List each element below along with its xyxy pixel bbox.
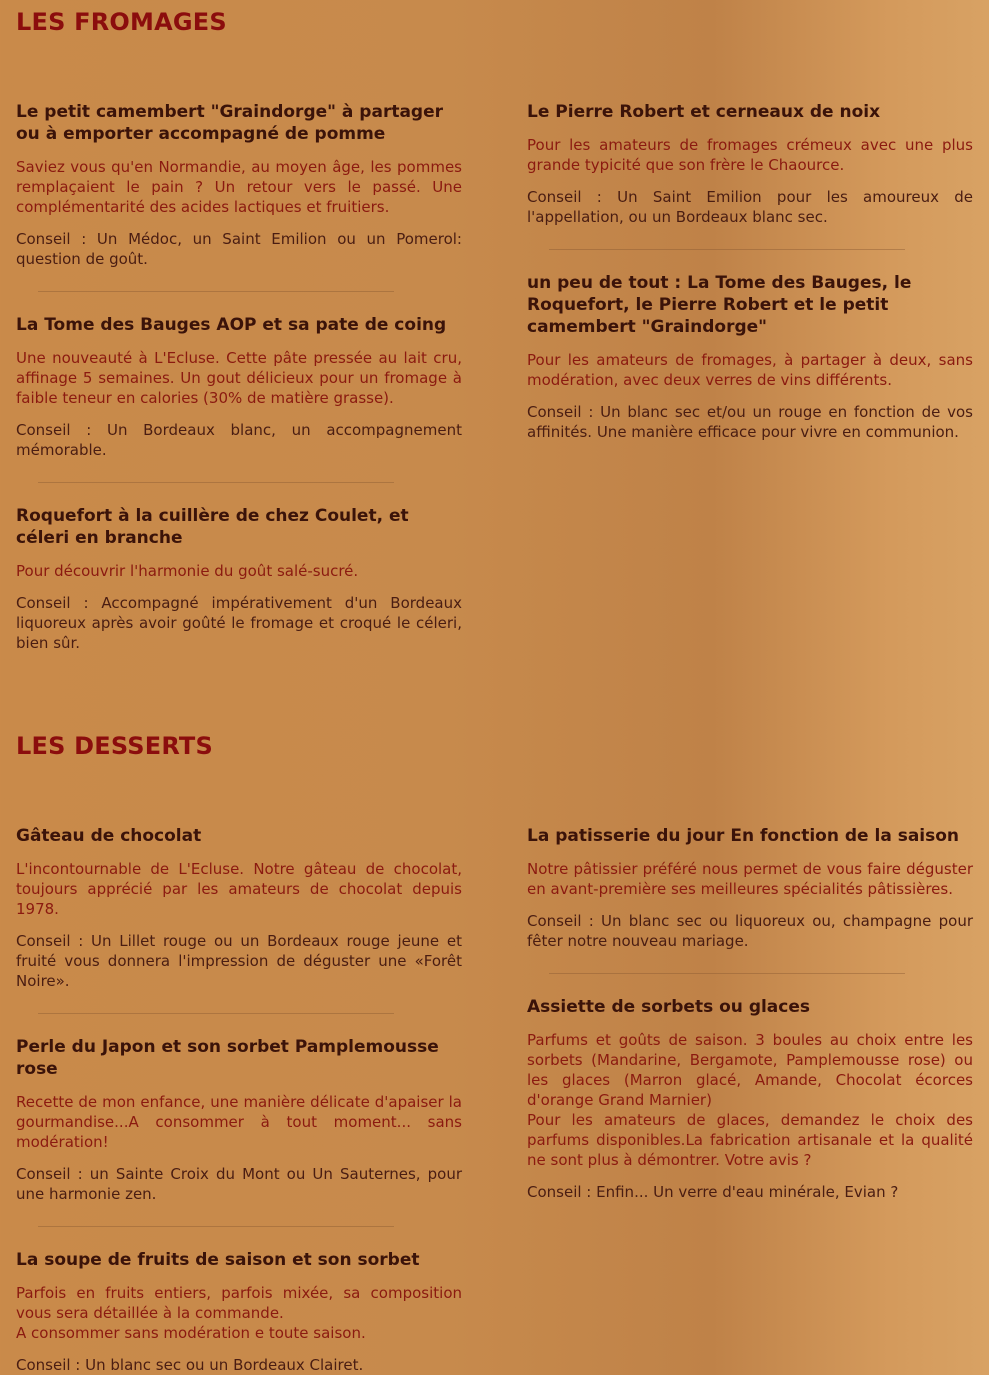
- menu-item: [527, 996, 973, 1202]
- item-conseil: Conseil : Enfin... Un verre d'eau minérale, Evian ?: [527, 1183, 899, 1201]
- item-name: Gâteau de chocolat: [16, 826, 202, 846]
- item-name: Perle du Japon et son sorbet Pamplemousse rose: [16, 1037, 439, 1079]
- item-description: Pour découvrir l'harmonie du goût salé-sucré.: [16, 562, 359, 580]
- item-conseil: Conseil : Un Saint Emilion pour les amoureux de l'appellation, ou un Bordeaux blanc sec.: [527, 188, 973, 226]
- item-conseil: Conseil : Un Lillet rouge ou un Bordeaux rouge jeune et fruité vous donnera l'impression de déguster une «Forêt Noire».: [16, 932, 462, 990]
- divider: [38, 1013, 394, 1014]
- item-name: Assiette de sorbets ou glaces: [527, 997, 811, 1017]
- item-name: La patisserie du jour En fonction de la saison: [527, 826, 960, 846]
- item-conseil: Conseil : Un blanc sec ou liquoreux ou, champagne pour fêter notre nouveau mariage.: [527, 912, 973, 950]
- item-name: un peu de tout : La Tome des Bauges, le Roquefort, le Pierre Robert et le petit camembert "Graindorge": [527, 273, 912, 337]
- section-title-desserts: LES DESSERTS: [16, 732, 213, 760]
- item-conseil: Conseil : Accompagné impérativement d'un Bordeaux liquoreux après avoir goûté le fromage et croqué le céleri, bien sûr.: [16, 594, 462, 652]
- divider: [549, 973, 905, 974]
- item-name: Roquefort à la cuillère de chez Coulet, et céleri en branche: [16, 506, 409, 548]
- divider: [38, 482, 394, 483]
- item-description: Recette de mon enfance, une manière délicate d'apaiser la gourmandise...A consommer à tout moment... sans modération!: [16, 1093, 462, 1151]
- menu-item: [527, 825, 973, 951]
- item-conseil: Conseil : Un Bordeaux blanc, un accompagnement mémorable.: [16, 421, 462, 459]
- menu-item: [16, 1036, 462, 1204]
- item-conseil: Conseil : Un blanc sec et/ou un rouge en fonction de vos affinités. Une manière efficace pour vivre en communion.: [527, 403, 973, 441]
- fromages-right-column: [527, 101, 973, 442]
- section-title-fromages: LES FROMAGES: [16, 8, 227, 36]
- fromages-left-column: [16, 101, 462, 653]
- item-description: Parfums et goûts de saison. 3 boules au choix entre les sorbets (Mandarine, Bergamote, Pamplemousse rose) ou les glaces (Marron glacé, Amande, Chocolat écorces d'orange Grand Marnier) Pour les amateurs de glaces, demandez le choix des parfums disponibles.La fabrication artisanale et la qualité ne sont plus à démontrer. Votre avis ?: [527, 1031, 973, 1169]
- item-description: Saviez vous qu'en Normandie, au moyen âge, les pommes remplaçaient le pain ? Un retour vers le passé. Une complémentarité des acides lactiques et fruitiers.: [16, 158, 462, 216]
- item-description: Pour les amateurs de fromages crémeux avec une plus grande typicité que son frère le Chaource.: [527, 136, 973, 174]
- item-conseil: Conseil : Un Médoc, un Saint Emilion ou un Pomerol: question de goût.: [16, 230, 462, 268]
- item-description: Pour les amateurs de fromages, à partager à deux, sans modération, avec deux verres de vins différents.: [527, 351, 973, 389]
- menu-item: [16, 1249, 462, 1375]
- menu-item: [16, 101, 462, 269]
- item-name: Le petit camembert "Graindorge" à partager ou à emporter accompagné de pomme: [16, 102, 444, 144]
- item-conseil: Conseil : Un blanc sec ou un Bordeaux Clairet.: [16, 1356, 364, 1374]
- item-description: Notre pâtissier préféré nous permet de vous faire déguster en avant-première ses meilleures spécialités pâtissières.: [527, 860, 973, 898]
- item-name: La Tome des Bauges AOP et sa pate de coing: [16, 315, 447, 335]
- item-conseil: Conseil : un Sainte Croix du Mont ou Un Sauternes, pour une harmonie zen.: [16, 1165, 462, 1203]
- menu-item: [16, 505, 462, 653]
- menu-item: [527, 272, 973, 442]
- menu-item: [16, 825, 462, 991]
- divider: [549, 249, 905, 250]
- divider: [38, 291, 394, 292]
- item-description: Une nouveauté à L'Ecluse. Cette pâte pressée au lait cru, affinage 5 semaines. Un gout délicieux pour un fromage à faible teneur en calories (30% de matière grasse).: [16, 349, 462, 407]
- item-name: La soupe de fruits de saison et son sorbet: [16, 1250, 420, 1270]
- menu-item: [527, 101, 973, 227]
- desserts-right-column: [527, 825, 973, 1202]
- menu-item: [16, 314, 462, 460]
- divider: [38, 1226, 394, 1227]
- item-name: Le Pierre Robert et cerneaux de noix: [527, 102, 881, 122]
- item-description: Parfois en fruits entiers, parfois mixée, sa composition vous sera détaillée à la commande. A consommer sans modération e toute saison.: [16, 1284, 462, 1342]
- desserts-left-column: [16, 825, 462, 1375]
- item-description: L'incontournable de L'Ecluse. Notre gâteau de chocolat, toujours apprécié par les amateurs de chocolat depuis 1978.: [16, 860, 462, 918]
